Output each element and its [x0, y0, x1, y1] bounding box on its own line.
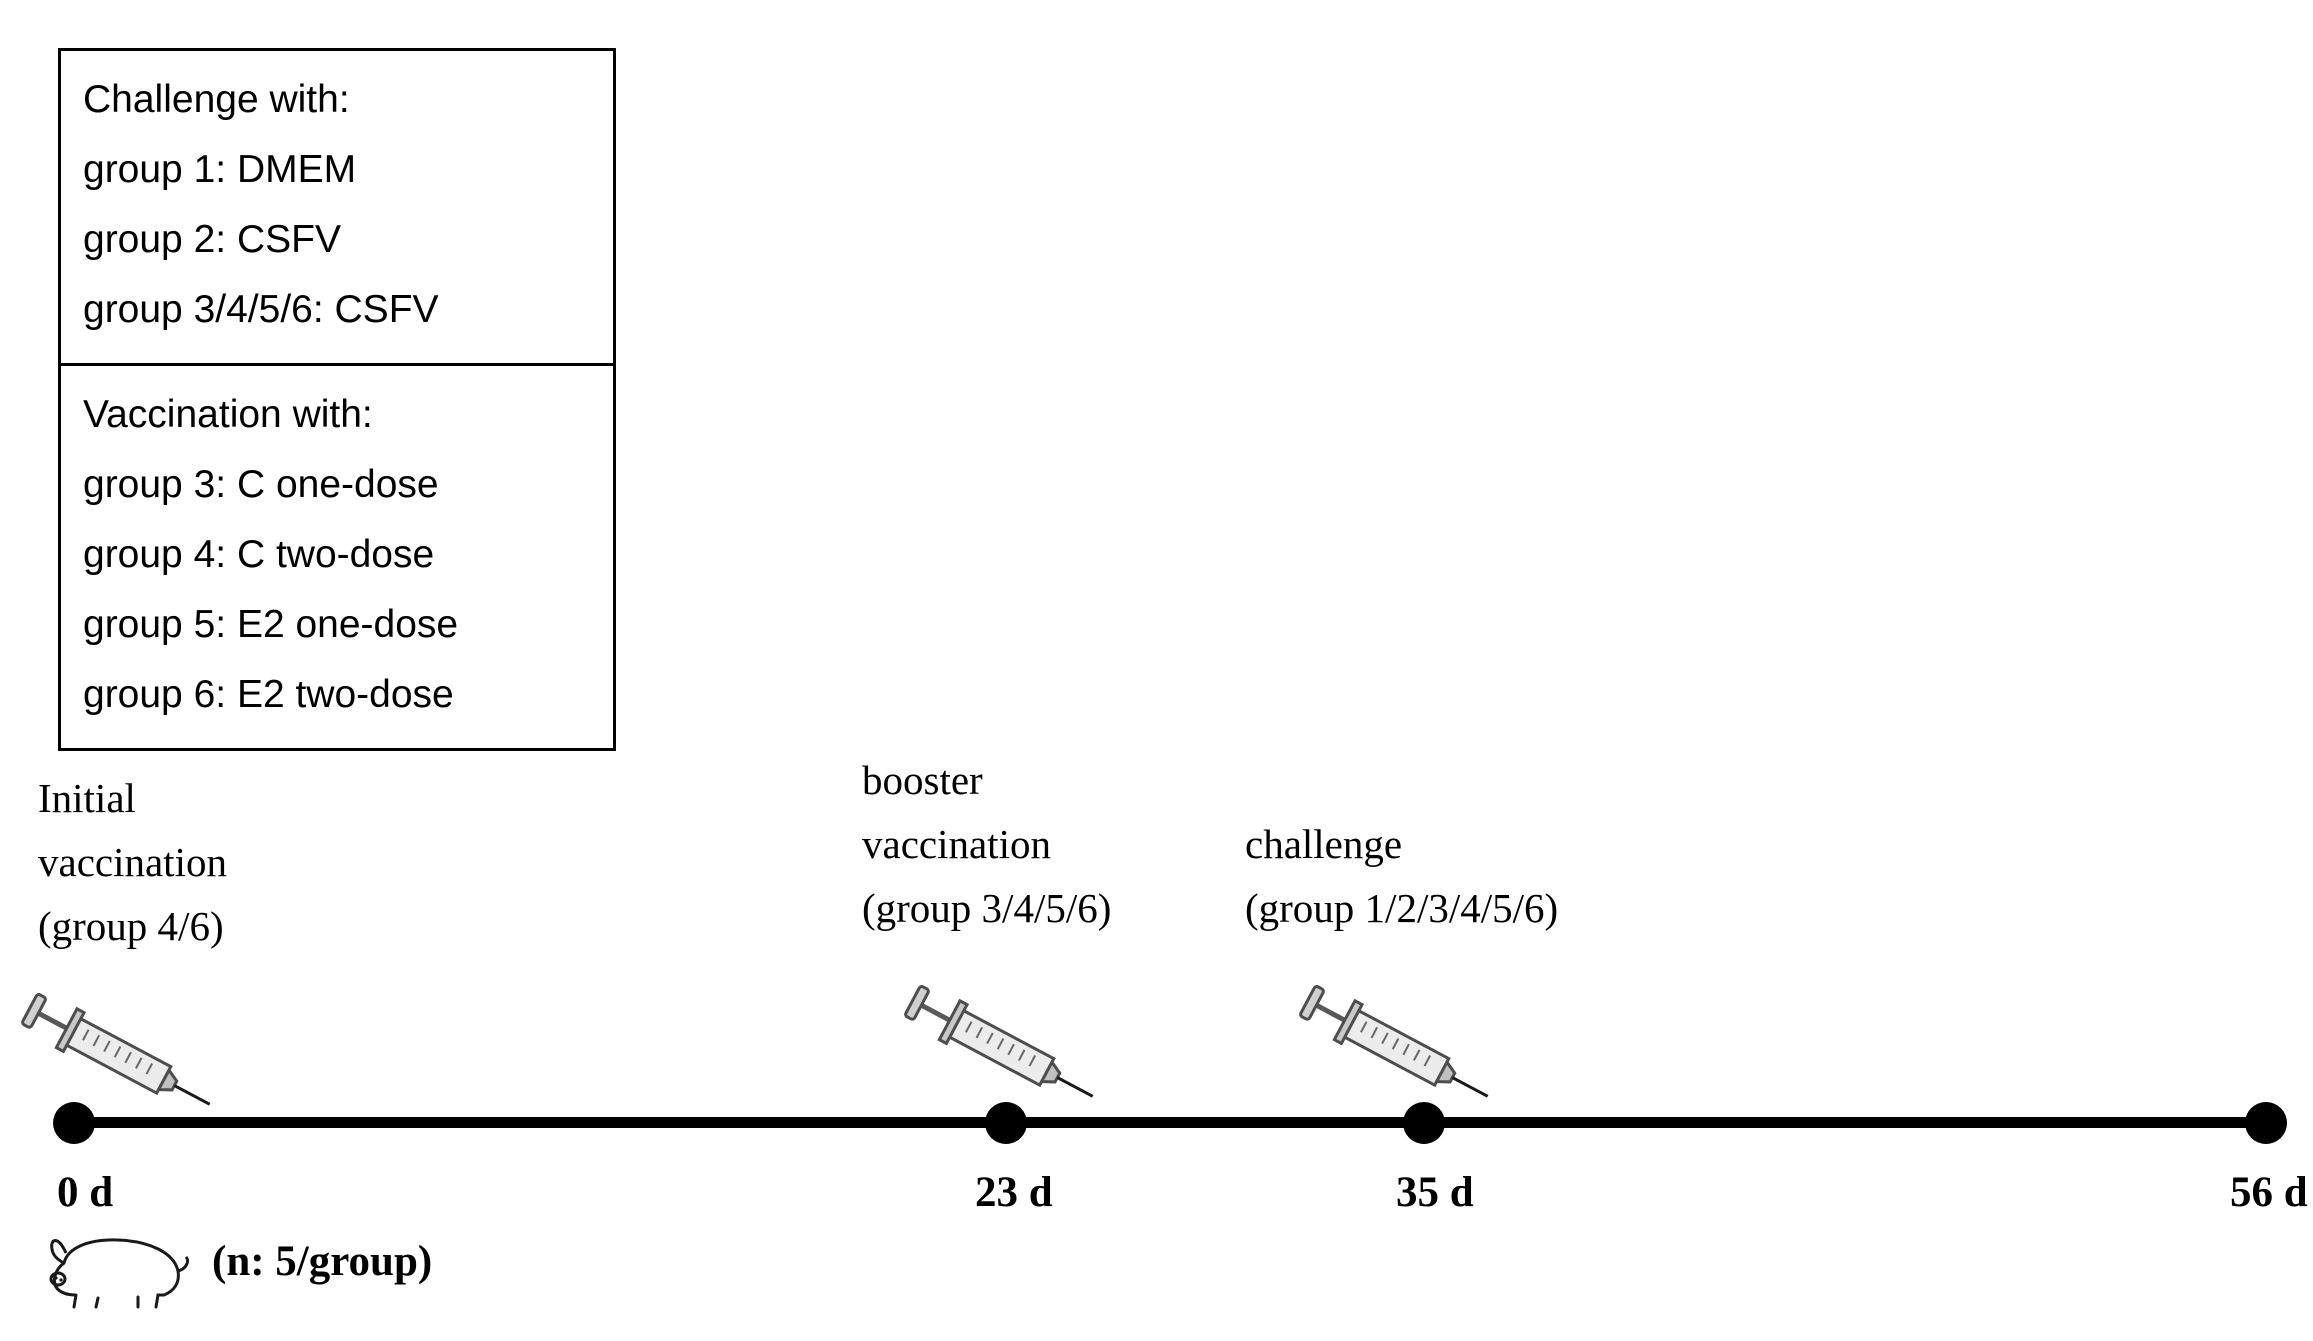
- timeline-node-35d: [1403, 1102, 1445, 1144]
- legend-vaccination-item-4: group 6: E2 two-dose: [83, 673, 454, 716]
- annotation-booster-line-1: booster: [862, 757, 983, 803]
- annotation-booster-vaccination: [862, 748, 1111, 940]
- legend-vaccination-item-2: group 4: C two-dose: [83, 533, 435, 576]
- annotation-initial-line-3: (group 4/6): [38, 903, 224, 949]
- legend-box: [58, 48, 616, 751]
- timeline-label-35d: 35 d: [1396, 1169, 1474, 1216]
- legend-challenge-item-3: group 3/4/5/6: CSFV: [83, 288, 439, 331]
- legend-vaccination-item-3: group 5: E2 one-dose: [83, 603, 459, 646]
- legend-challenge-heading: Challenge with:: [83, 78, 350, 121]
- syringe-icon: [10, 980, 225, 1135]
- timeline-node-23d: [985, 1102, 1027, 1144]
- annotation-challenge-line-1: challenge: [1245, 821, 1403, 867]
- annotation-challenge: [1245, 812, 1558, 940]
- annotation-challenge-line-2: (group 1/2/3/4/5/6): [1245, 885, 1559, 931]
- annotation-initial-line-2: vaccination: [38, 839, 227, 885]
- timeline-label-0d: 0 d: [57, 1169, 114, 1216]
- timeline-node-0d: [53, 1102, 95, 1144]
- annotation-initial-vaccination: [38, 766, 227, 958]
- animal-count-label: (n: 5/group): [212, 1238, 433, 1285]
- timeline-axis: [72, 1117, 2272, 1128]
- legend-vaccination-item-1: group 3: C one-dose: [83, 463, 439, 506]
- annotation-booster-line-3: (group 3/4/5/6): [862, 885, 1112, 931]
- timeline-node-56d: [2245, 1102, 2287, 1144]
- annotation-initial-line-1: Initial: [38, 775, 136, 821]
- syringe-icon: [1288, 972, 1503, 1127]
- legend-challenge-item-1: group 1: DMEM: [83, 148, 357, 191]
- timeline-label-23d: 23 d: [975, 1169, 1053, 1216]
- annotation-booster-line-2: vaccination: [862, 821, 1051, 867]
- legend-section-challenge: [61, 51, 613, 366]
- legend-challenge-item-2: group 2: CSFV: [83, 218, 341, 261]
- legend-section-vaccination: [61, 366, 613, 748]
- timeline-label-56d: 56 d: [2230, 1169, 2308, 1216]
- pig-icon: [38, 1227, 198, 1318]
- legend-vaccination-heading: Vaccination with:: [83, 393, 373, 436]
